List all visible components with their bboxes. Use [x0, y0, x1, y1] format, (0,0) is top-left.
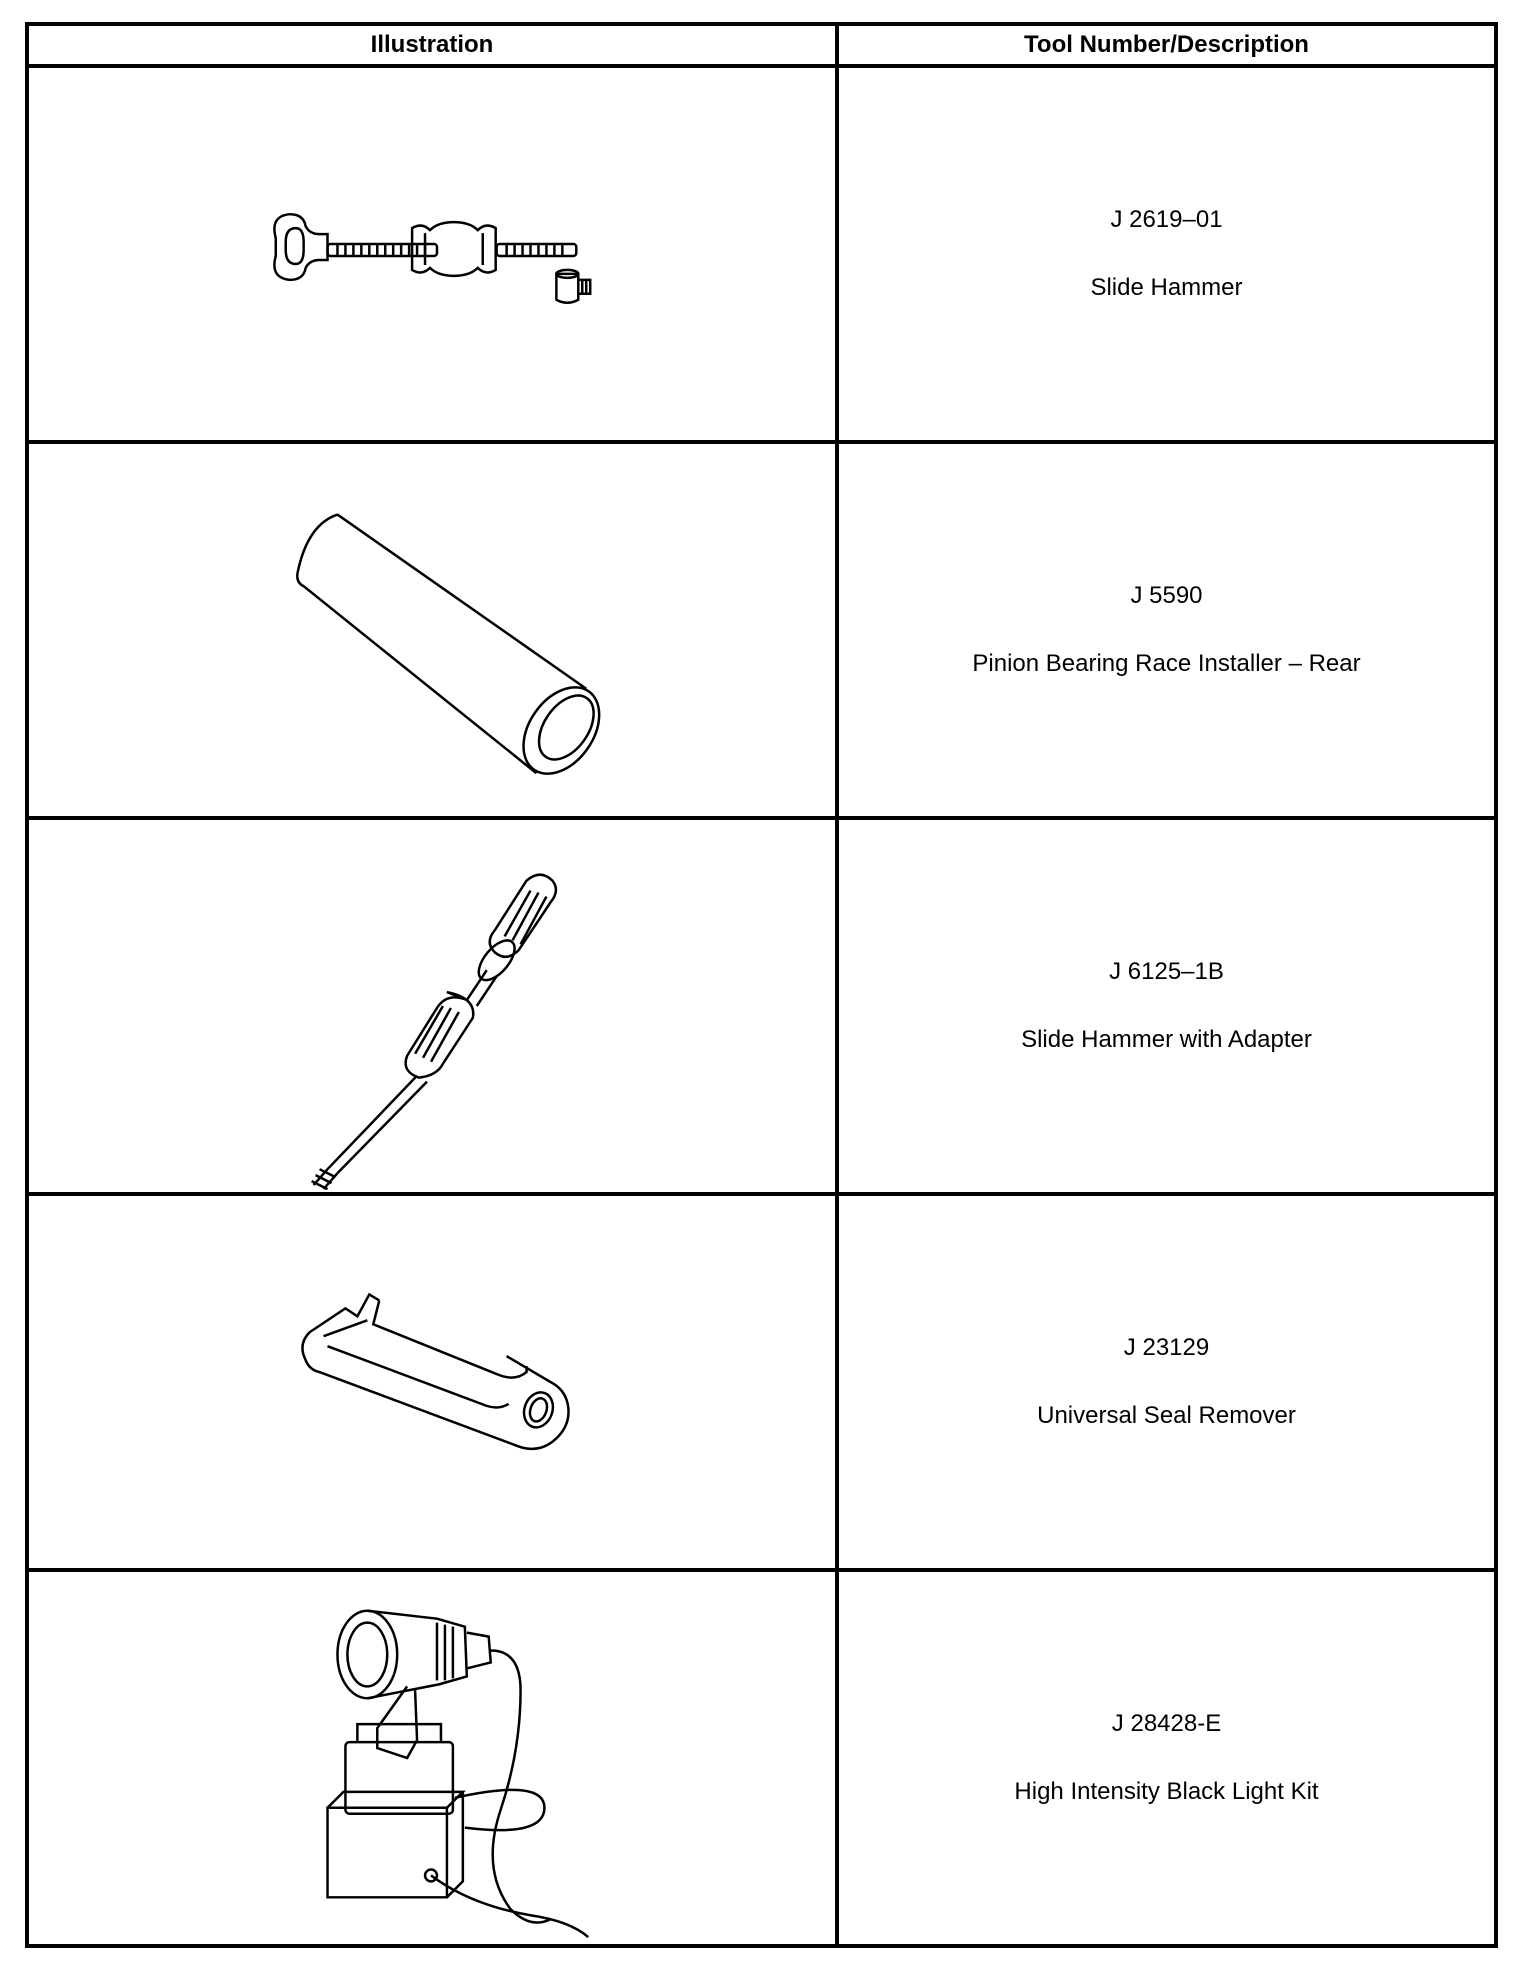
- slide-hammer-adapter-icon: [29, 820, 835, 1192]
- illustration-header: Illustration: [27, 24, 837, 66]
- tool-number: J 28428-E: [1111, 1710, 1222, 1737]
- tool-number: J 5590: [1130, 582, 1203, 609]
- tool-cell: [837, 66, 1496, 442]
- illustration-cell: [27, 1194, 837, 1570]
- tool-number: J 23129: [1123, 1334, 1210, 1361]
- tool-number: J 6125–1B: [1109, 958, 1224, 985]
- slide-hammer-icon: [29, 68, 835, 440]
- tool-cell: [837, 818, 1496, 1194]
- table-header-row: [27, 24, 1496, 66]
- special-tools-table: [25, 22, 1498, 1948]
- tool-cell: [837, 1570, 1496, 1946]
- tool-description: High Intensity Black Light Kit: [1014, 1778, 1319, 1805]
- illustration-cell: [27, 1570, 837, 1946]
- tool-description: Universal Seal Remover: [1037, 1402, 1296, 1429]
- table-row: [27, 66, 1496, 442]
- illustration-cell: [27, 66, 837, 442]
- table-row: [27, 442, 1496, 818]
- tool-cell: [837, 1194, 1496, 1570]
- tool-header: Tool Number/Description: [837, 24, 1496, 66]
- tool-cell: [837, 442, 1496, 818]
- illustration-cell: [27, 818, 837, 1194]
- tool-description: Slide Hammer: [1090, 274, 1243, 301]
- black-light-kit-icon: [29, 1572, 835, 1944]
- illustration-cell: [27, 442, 837, 818]
- table-row: [27, 1194, 1496, 1570]
- race-installer-icon: [29, 444, 835, 816]
- tool-description: Pinion Bearing Race Installer – Rear: [972, 650, 1361, 677]
- tool-number: J 2619–01: [1110, 206, 1223, 233]
- table-row: [27, 818, 1496, 1194]
- table-row: [27, 1570, 1496, 1946]
- tool-description: Slide Hammer with Adapter: [1021, 1026, 1312, 1053]
- seal-remover-icon: [29, 1196, 835, 1568]
